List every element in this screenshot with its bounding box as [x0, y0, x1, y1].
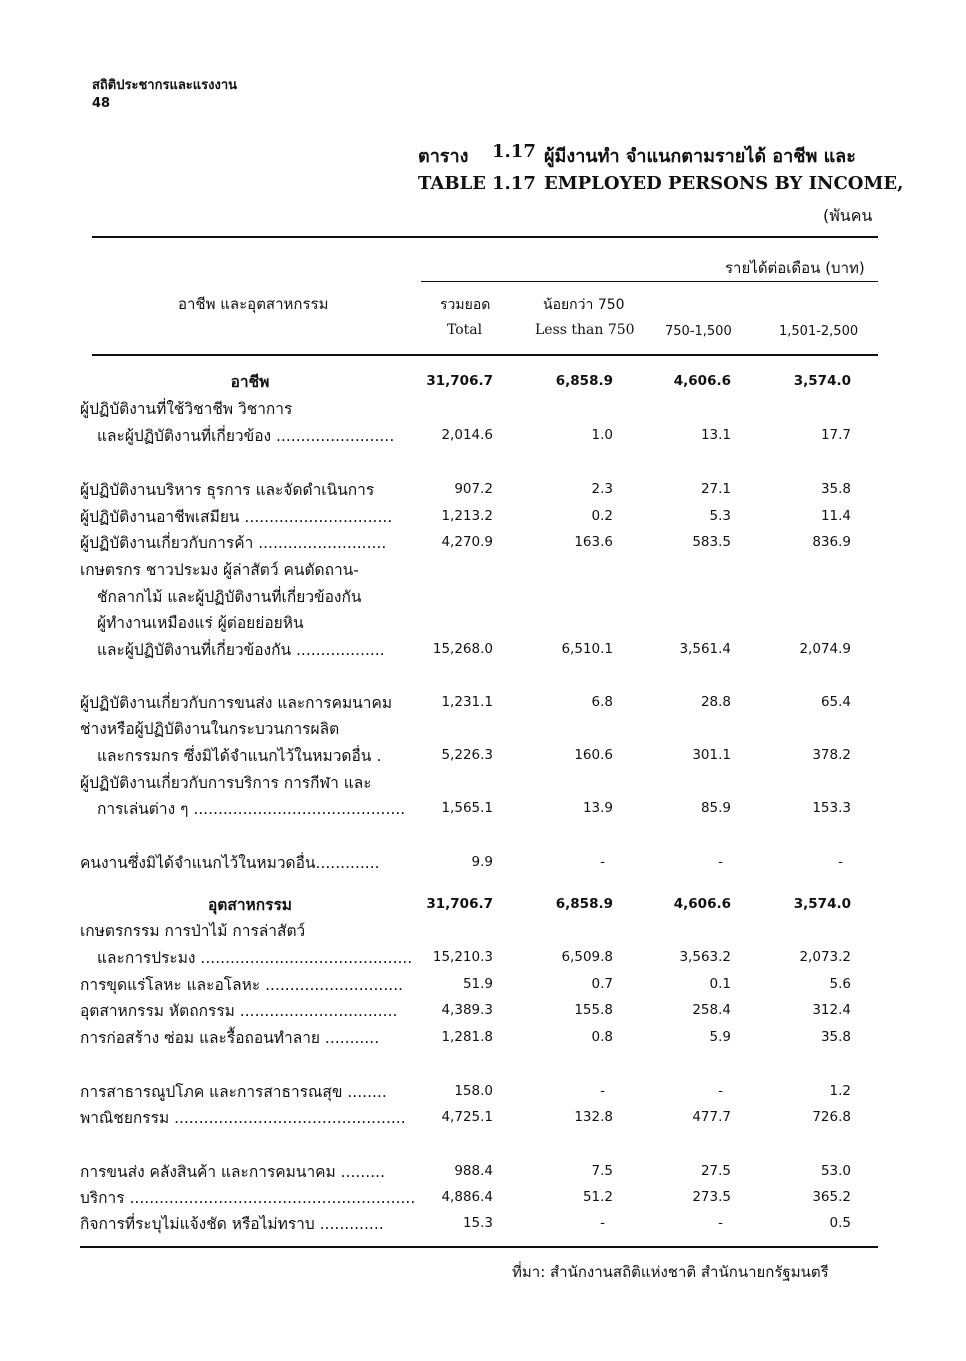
row-value: 6,858.9	[555, 896, 613, 912]
row-value: 15,210.3	[432, 949, 493, 965]
row-label: อุตสาหกรรม	[207, 896, 292, 914]
row-value: 258.4	[692, 1002, 731, 1018]
row-label: ชักลากไม้ และผู้ปฏิบัติงานที่เกี่ยวข้องกัน	[97, 588, 362, 606]
row-value: 378.2	[812, 747, 851, 763]
row-value: 13.1	[700, 427, 731, 443]
row-value: 1,281.8	[441, 1029, 493, 1045]
row-value: 1,213.2	[441, 508, 493, 524]
row-label: ผู้ปฏิบัติงานเกี่ยวกับการค้า ..........................	[80, 534, 387, 552]
row-value: 31,706.7	[426, 896, 493, 912]
row-label: อุตสาหกรรม หัตถกรรม ................................	[80, 1002, 398, 1020]
row-value: -	[600, 1083, 605, 1099]
row-label: การสาธารณูปโภค และการสาธารณสุข ........	[80, 1083, 387, 1101]
row-value: 27.1	[700, 481, 731, 497]
row-value: 15.3	[462, 1215, 493, 1231]
row-label: พาณิชยกรรม ...............................................	[80, 1109, 406, 1127]
row-value: 5.3	[709, 508, 731, 524]
row-value: -	[838, 854, 843, 870]
header-bottom-rule	[92, 354, 878, 356]
group-rule	[421, 281, 878, 282]
c750-header: 750-1,500	[665, 324, 732, 339]
row-value: 153.3	[812, 800, 851, 816]
lt750-header-th: น้อยกว่า 750	[543, 297, 625, 313]
table-bottom-rule	[80, 1246, 878, 1248]
row-label: การเล่นต่าง ๆ ...........................................	[97, 800, 406, 818]
row-value: 28.8	[700, 694, 731, 710]
unit-label: (พันคน	[823, 206, 873, 225]
title-en-label: TABLE	[418, 173, 486, 194]
row-value: -	[718, 854, 723, 870]
lt750-header-en: Less than 750	[535, 322, 635, 338]
row-value: 155.8	[574, 1002, 613, 1018]
c1501-header: 1,501-2,500	[779, 324, 859, 339]
table-top-rule	[92, 236, 878, 238]
row-label: ผู้ปฏิบัติงานเกี่ยวกับการบริการ การกีฬา และ	[80, 774, 372, 792]
row-label: เกษตรกรรม การป่าไม้ การล่าสัตว์	[80, 922, 306, 940]
row-value: -	[600, 1215, 605, 1231]
row-value: 51.9	[462, 976, 493, 992]
row-value: 6.8	[591, 694, 613, 710]
row-value: 1,565.1	[441, 800, 493, 816]
row-value: 2,073.2	[799, 949, 851, 965]
row-value: 51.2	[582, 1189, 613, 1205]
row-label: อาชีพ	[230, 373, 270, 391]
row-value: -	[718, 1215, 723, 1231]
row-label: คนงานซึ่งมิได้จำแนกไว้ในหมวดอื่น.............	[80, 854, 380, 872]
row-value: 0.5	[829, 1215, 851, 1231]
row-value: 836.9	[812, 534, 851, 550]
stub-header: อาชีพ และอุตสาหกรรม	[178, 295, 329, 313]
title-th-label: ตาราง	[418, 146, 469, 167]
row-value: 1.0	[591, 427, 613, 443]
row-value: -	[600, 854, 605, 870]
row-value: 1,231.1	[441, 694, 493, 710]
row-value: 0.7	[591, 976, 613, 992]
row-value: 65.4	[820, 694, 851, 710]
row-value: 6,509.8	[561, 949, 613, 965]
row-value: -	[718, 1083, 723, 1099]
row-value: 35.8	[820, 481, 851, 497]
page-number: 48	[92, 96, 111, 111]
row-value: 0.1	[709, 976, 731, 992]
row-label: ผู้ปฏิบัติงานอาชีพเสมียน ..............................	[80, 508, 393, 526]
row-label: และกรรมกร ซึ่งมิได้จำแนกไว้ในหมวดอื่น .	[97, 747, 382, 765]
row-value: 27.5	[700, 1163, 731, 1179]
row-label: กิจการที่ระบุไม่แจ้งชัด หรือไม่ทราบ .............	[80, 1215, 384, 1233]
row-value: 907.2	[454, 481, 493, 497]
row-label: ผู้ปฏิบัติงานบริหาร ธุรการ และจัดดำเนินการ	[80, 481, 375, 499]
row-label: การขนส่ง คลังสินค้า และการคมนาคม .........	[80, 1163, 386, 1181]
row-value: 365.2	[812, 1189, 851, 1205]
row-value: 13.9	[582, 800, 613, 816]
row-value: 15,268.0	[432, 641, 493, 657]
total-header-th: รวมยอด	[440, 297, 491, 313]
row-value: 160.6	[574, 747, 613, 763]
row-value: 3,574.0	[793, 373, 851, 389]
row-value: 988.4	[454, 1163, 493, 1179]
row-value: 2,014.6	[441, 427, 493, 443]
row-label: การขุดแร่โลหะ และอโลหะ ............................	[80, 976, 404, 994]
title-en-number: 1.17	[492, 173, 536, 194]
row-value: 583.5	[692, 534, 731, 550]
income-group-header: รายได้ต่อเดือน (บาท)	[725, 259, 865, 277]
row-value: 0.2	[591, 508, 613, 524]
row-label: การก่อสร้าง ซ่อม และรื้อถอนทำลาย ...........	[80, 1029, 380, 1047]
row-value: 2.3	[591, 481, 613, 497]
source-note: ที่มา: สำนักงานสถิติแห่งชาติ สำนักนายกรัฐมนตรี	[512, 1263, 829, 1281]
row-value: 312.4	[812, 1002, 851, 1018]
row-value: 158.0	[454, 1083, 493, 1099]
row-value: 4,725.1	[441, 1109, 493, 1125]
row-value: 7.5	[591, 1163, 613, 1179]
row-value: 5.9	[709, 1029, 731, 1045]
title-th-text: ผู้มีงานทำ จำแนกตามรายได้ อาชีพ และ	[544, 146, 856, 167]
row-value: 53.0	[820, 1163, 851, 1179]
row-label: ผู้ปฏิบัติงานที่ใช้วิชาชีพ วิชาการ	[80, 400, 293, 418]
title-en-text: EMPLOYED PERSONS BY INCOME,	[544, 173, 904, 194]
total-header-en: Total	[447, 322, 483, 338]
title-th-number: 1.17	[492, 141, 536, 162]
row-value: 9.9	[471, 854, 493, 870]
row-value: 4,886.4	[441, 1189, 493, 1205]
row-value: 2,074.9	[799, 641, 851, 657]
row-label: ผู้ทำงานเหมืองแร่ ผู้ต่อยย่อยหิน	[97, 614, 304, 632]
row-label: และผู้ปฏิบัติงานที่เกี่ยวข้อง ........................	[97, 427, 395, 445]
row-value: 1.2	[829, 1083, 851, 1099]
row-value: 726.8	[812, 1109, 851, 1125]
row-value: 5,226.3	[441, 747, 493, 763]
row-label: ผู้ปฏิบัติงานเกี่ยวกับการขนส่ง และการคมนาคม	[80, 694, 393, 712]
row-value: 3,561.4	[679, 641, 731, 657]
row-label: และการประมง ...........................................	[97, 949, 413, 967]
row-value: 4,270.9	[441, 534, 493, 550]
row-value: 273.5	[692, 1189, 731, 1205]
row-value: 301.1	[692, 747, 731, 763]
row-label: และผู้ปฏิบัติงานที่เกี่ยวข้องกัน ..................	[97, 641, 385, 659]
running-head: สถิติประชากรและแรงงาน	[92, 78, 238, 93]
row-value: 4,606.6	[673, 896, 731, 912]
row-value: 35.8	[820, 1029, 851, 1045]
row-value: 17.7	[820, 427, 851, 443]
row-value: 4,389.3	[441, 1002, 493, 1018]
row-value: 11.4	[820, 508, 851, 524]
row-value: 163.6	[574, 534, 613, 550]
row-value: 4,606.6	[673, 373, 731, 389]
row-value: 0.8	[591, 1029, 613, 1045]
row-label: ช่างหรือผู้ปฏิบัติงานในกระบวนการผลิต	[80, 720, 340, 738]
row-value: 31,706.7	[426, 373, 493, 389]
row-label: เกษตรกร ชาวประมง ผู้ล่าสัตว์ คนตัดถาน-	[80, 561, 359, 579]
row-value: 3,563.2	[679, 949, 731, 965]
row-value: 3,574.0	[793, 896, 851, 912]
row-value: 6,858.9	[555, 373, 613, 389]
row-value: 85.9	[700, 800, 731, 816]
row-label: บริการ ..........................................................	[80, 1189, 416, 1207]
row-value: 477.7	[692, 1109, 731, 1125]
row-value: 132.8	[574, 1109, 613, 1125]
row-value: 6,510.1	[561, 641, 613, 657]
row-value: 5.6	[829, 976, 851, 992]
